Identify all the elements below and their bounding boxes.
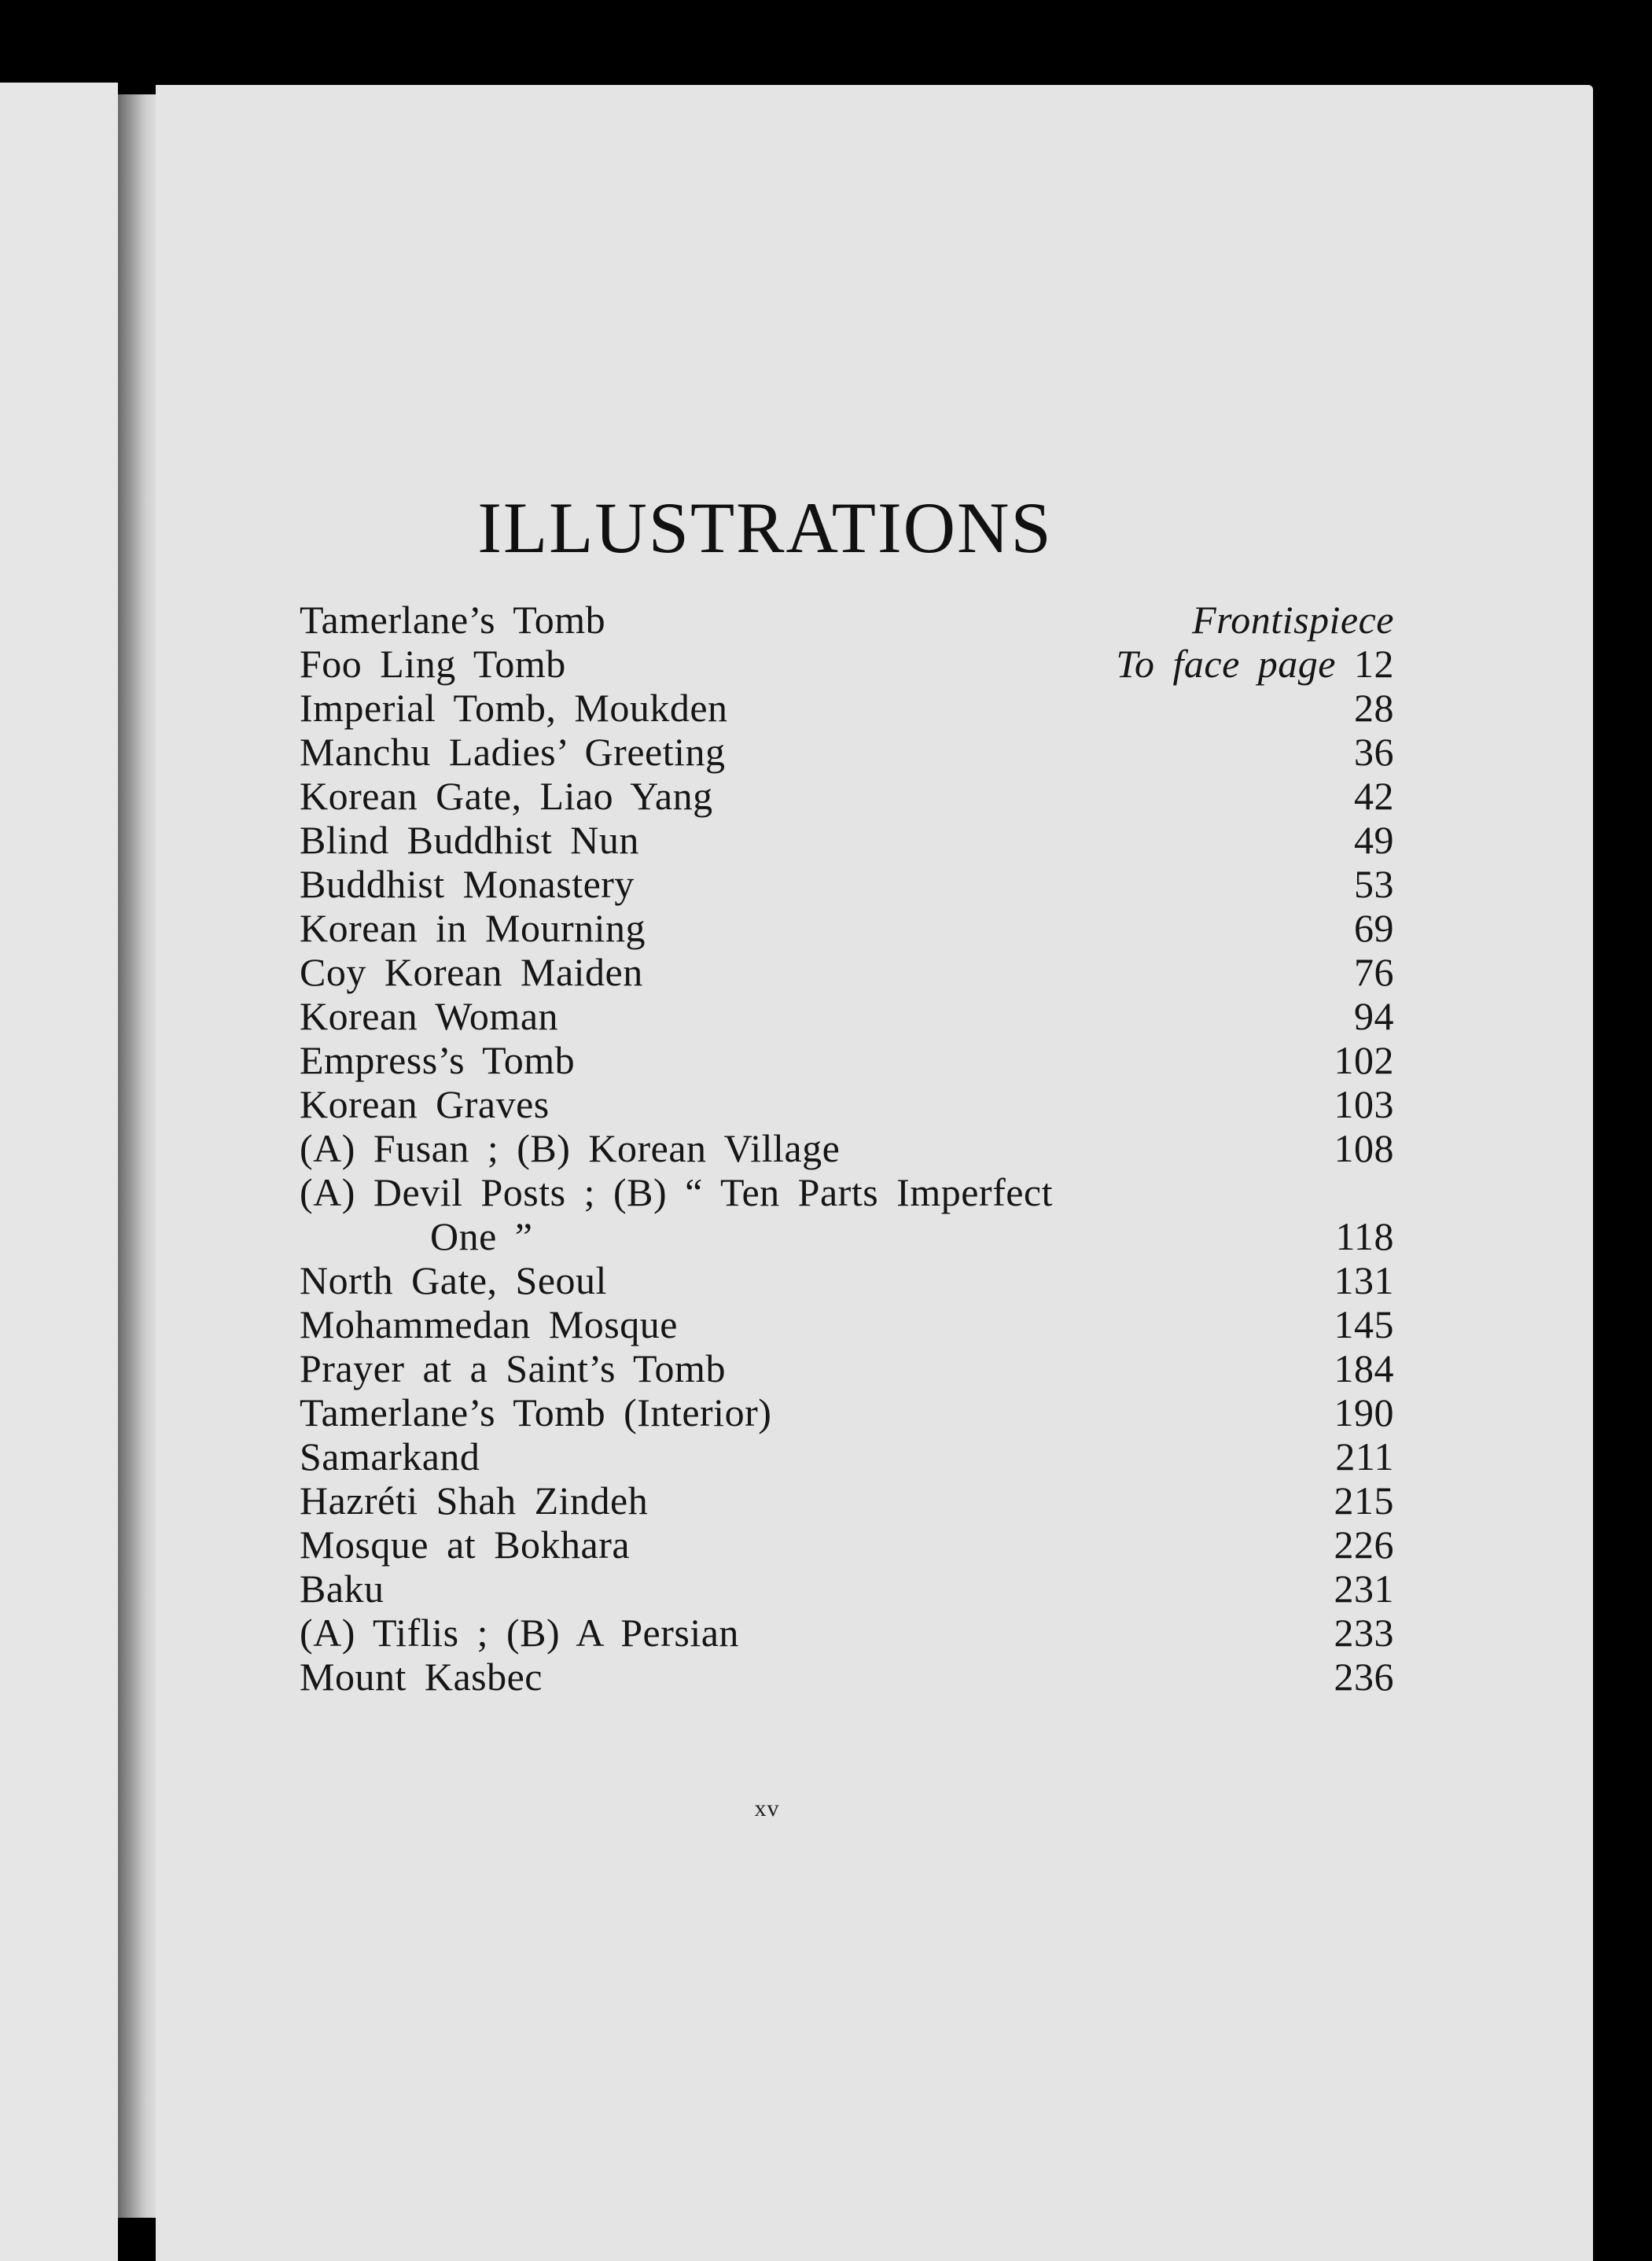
list-item: [300, 1038, 1394, 1082]
entry-title: North Gate, Seoul: [300, 1258, 607, 1302]
list-item: [300, 774, 1394, 818]
entry-page: 12: [1354, 642, 1394, 686]
page-heading: ILLUSTRATIONS: [477, 488, 1053, 568]
entry-page: 211: [1335, 1434, 1394, 1478]
book-page: [156, 85, 1593, 2261]
entry-title: Coy Korean Maiden: [300, 950, 643, 994]
page-folio: xv: [754, 1795, 780, 1821]
entry-page: 131: [1334, 1258, 1394, 1302]
illustrations-list: [300, 598, 1394, 1699]
entry-page: 215: [1334, 1478, 1394, 1523]
entry-title: Mount Kasbec: [300, 1655, 543, 1699]
entry-title: Buddhist Monastery: [300, 862, 635, 906]
list-item: [300, 1302, 1394, 1346]
list-item: [300, 1082, 1394, 1126]
entry-page: 76: [1354, 950, 1394, 994]
entry-page: 184: [1334, 1346, 1394, 1390]
entry-title: Blind Buddhist Nun: [300, 818, 639, 862]
entry-title: Foo Ling Tomb: [300, 642, 566, 686]
list-item: [300, 994, 1394, 1038]
entry-title: Korean Gate, Liao Yang: [300, 774, 713, 818]
entry-note: Frontispiece: [1192, 598, 1394, 642]
entry-title: (A) Fusan ; (B) Korean Village: [300, 1126, 841, 1170]
entry-title: Empress’s Tomb: [300, 1038, 576, 1082]
list-item: [300, 1478, 1394, 1523]
entry-title: Korean Graves: [300, 1082, 550, 1126]
list-item: [300, 1523, 1394, 1567]
entry-page: 49: [1354, 818, 1394, 862]
list-item: [300, 1346, 1394, 1390]
list-item: [300, 950, 1394, 994]
list-item: [300, 1390, 1394, 1434]
entry-page: 226: [1334, 1523, 1394, 1567]
list-item: [300, 1655, 1394, 1699]
entry-page: 118: [1335, 1214, 1394, 1258]
list-item: [300, 1126, 1394, 1170]
entry-page: 108: [1334, 1126, 1394, 1170]
entry-title: Korean Woman: [300, 994, 559, 1038]
entry-page: 42: [1354, 774, 1394, 818]
entry-title: Tamerlane’s Tomb: [300, 598, 606, 642]
list-item: [300, 1434, 1394, 1478]
entry-page: 231: [1334, 1567, 1394, 1611]
entry-page: 36: [1354, 730, 1394, 774]
list-item: [300, 1170, 1394, 1214]
list-item: [300, 906, 1394, 950]
entry-page: 94: [1354, 994, 1394, 1038]
entry-page: 233: [1334, 1611, 1394, 1655]
entry-title-continuation: One ”: [430, 1214, 533, 1258]
entry-title: Samarkand: [300, 1434, 480, 1478]
entry-page: 145: [1334, 1302, 1394, 1346]
book-gutter: [118, 94, 157, 2218]
list-item: [300, 642, 1394, 686]
entry-page: 236: [1334, 1655, 1394, 1699]
entry-title: Tamerlane’s Tomb (Interior): [300, 1390, 772, 1434]
left-page-edge: [0, 83, 118, 2261]
entry-page: 102: [1334, 1038, 1394, 1082]
entry-page: 69: [1354, 906, 1394, 950]
entry-title: Baku: [300, 1567, 384, 1611]
entry-title: (A) Devil Posts ; (B) “ Ten Parts Imperfect: [300, 1170, 1053, 1214]
list-item: [300, 1567, 1394, 1611]
entry-note: To face page: [1116, 642, 1336, 686]
entry-title: Hazréti Shah Zindeh: [300, 1478, 649, 1523]
entry-title: Mosque at Bokhara: [300, 1523, 631, 1567]
entry-title: Prayer at a Saint’s Tomb: [300, 1346, 726, 1390]
list-item: [300, 1214, 1394, 1258]
entry-page: 28: [1354, 686, 1394, 730]
list-item: [300, 1611, 1394, 1655]
list-item: [300, 1258, 1394, 1302]
list-item: [300, 818, 1394, 862]
entry-page: 190: [1334, 1390, 1394, 1434]
entry-title: Korean in Mourning: [300, 906, 646, 950]
entry-title: Imperial Tomb, Moukden: [300, 686, 728, 730]
entry-title: (A) Tiflis ; (B) A Persian: [300, 1611, 739, 1655]
list-item: [300, 862, 1394, 906]
entry-page-wrap: [1116, 642, 1394, 686]
entry-page: 103: [1334, 1082, 1394, 1126]
list-item: [300, 598, 1394, 642]
list-item: [300, 686, 1394, 730]
entry-title: Manchu Ladies’ Greeting: [300, 730, 726, 774]
entry-page: 53: [1354, 862, 1394, 906]
list-item: [300, 730, 1394, 774]
entry-title: Mohammedan Mosque: [300, 1302, 678, 1346]
